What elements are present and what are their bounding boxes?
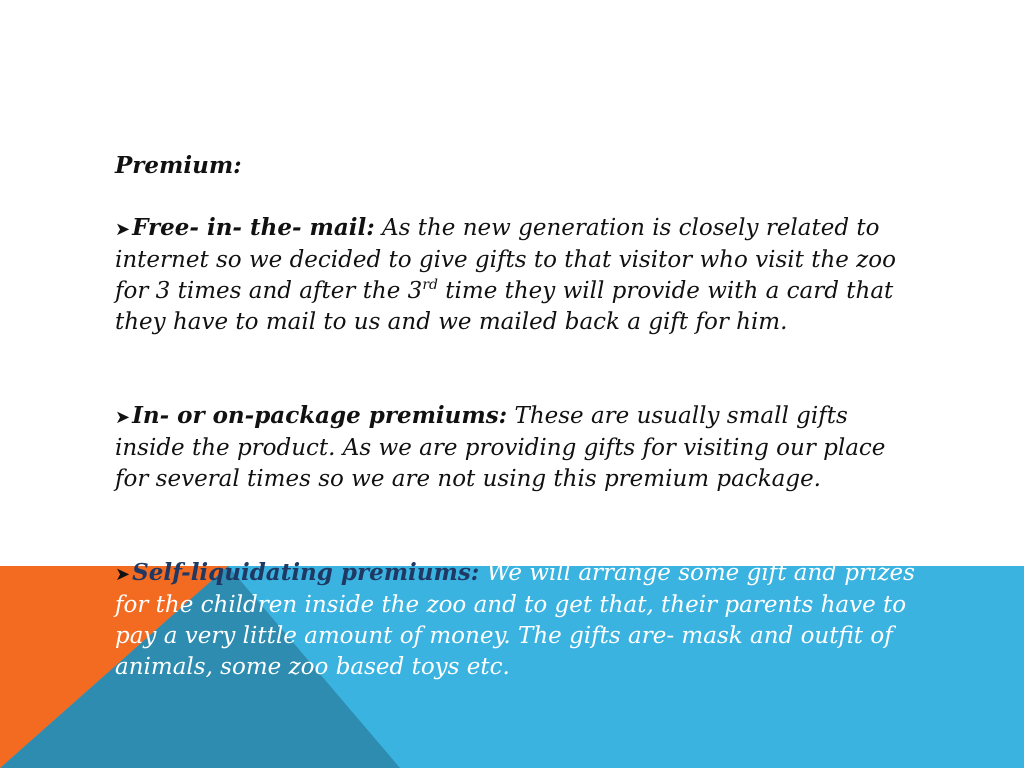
- slide-content: [115, 150, 915, 683]
- bullet-text: We will arrange some gift and prizes for the children inside the zoo and to get that, their parents have to pay a very little amount of money. The gifts are- mask and outfit of animals, some zoo based toys etc.: [115, 560, 915, 680]
- arrow-bullet-icon: ➤: [115, 407, 131, 428]
- bullet-self-liquidating: [115, 557, 915, 683]
- bullet-text-continued: time they will provide with a card that they have to mail to us and we mailed back a gift for him.: [115, 278, 894, 335]
- bullet-text: These are usually small gifts inside the product. As we are providing gifts for visiting our place for several times so we are not using this premium package.: [115, 403, 886, 492]
- ordinal-superscript: rd: [422, 277, 438, 293]
- arrow-bullet-icon: ➤: [115, 564, 131, 585]
- bullet-in-or-on-package: [115, 400, 915, 495]
- slide-heading: Premium:: [115, 152, 242, 179]
- bullet-term: Self-liquidating premiums:: [132, 559, 480, 586]
- bullet-term: Free- in- the- mail:: [132, 214, 375, 241]
- arrow-bullet-icon: ➤: [115, 219, 131, 240]
- bullet-term: In- or on-package premiums:: [132, 402, 508, 429]
- bullet-text: As the new generation is closely related to internet so we decided to give gifts to that visitor who visit the zoo for 3 times and after the 3: [115, 215, 896, 304]
- bullet-free-in-the-mail: [115, 212, 915, 338]
